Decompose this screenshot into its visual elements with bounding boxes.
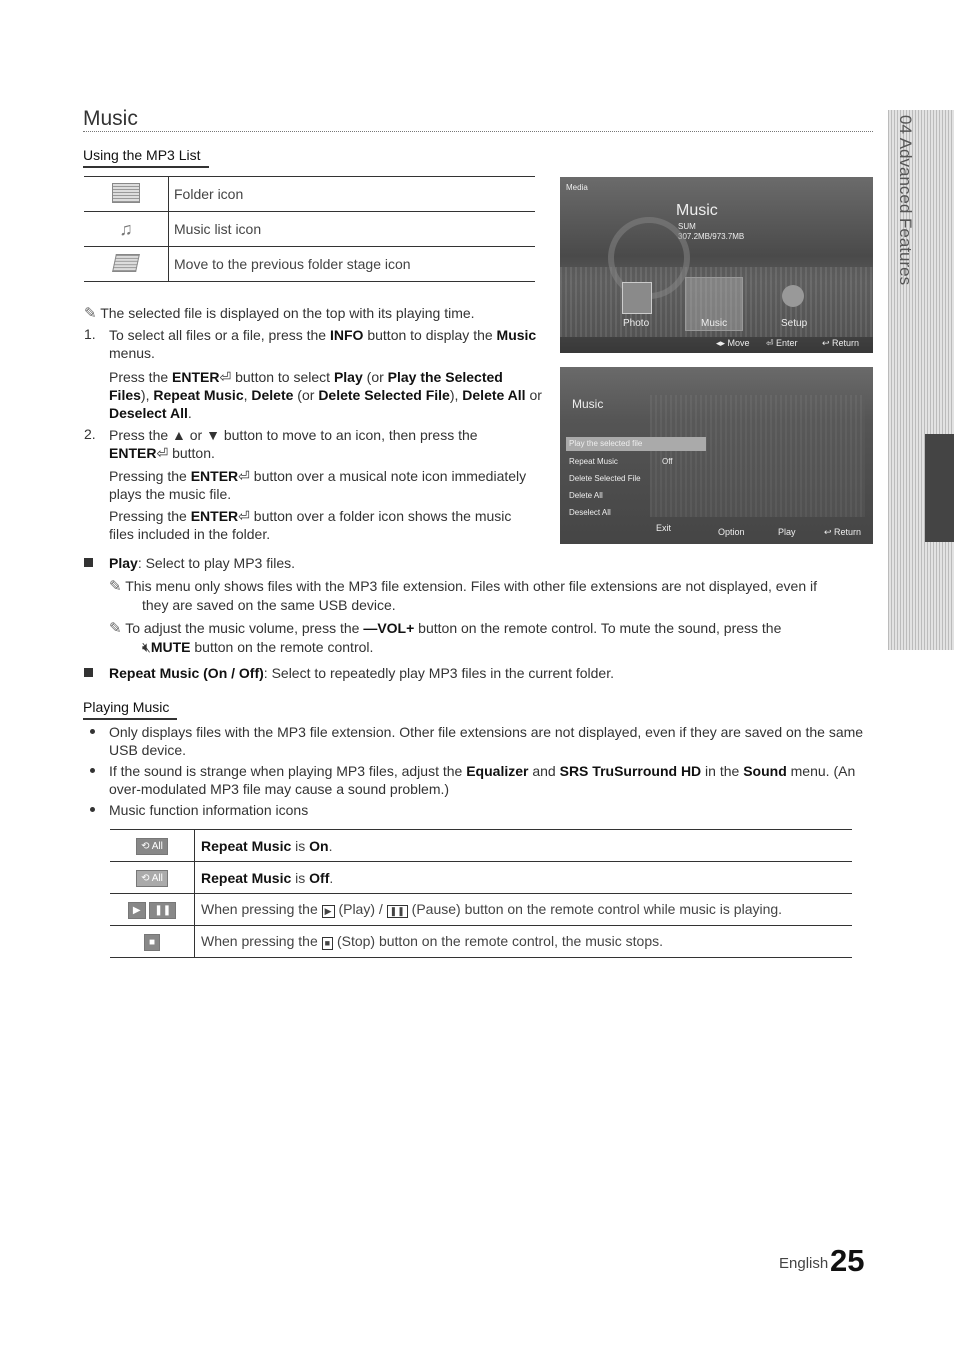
tab-photo: Photo: [623, 318, 650, 329]
file-list: [650, 395, 865, 517]
repeat-desc: Repeat Music (On / Off): Select to repeatedly play MP3 files in the current folder.: [109, 665, 614, 681]
square-bullet: [84, 668, 93, 677]
menu-exit: Exit: [656, 523, 672, 533]
row-text: Repeat Music is On.: [195, 830, 853, 862]
heading-underline: [83, 166, 209, 168]
hint-return: ↩ Return: [824, 527, 862, 537]
table-row: [84, 247, 535, 282]
setup-icon: [782, 285, 804, 307]
folder-icon: [112, 183, 140, 203]
row-text: When pressing the ■ (Stop) button on the remote control, the music stops.: [195, 926, 853, 958]
repeat-on-icon: ⟲ All: [136, 838, 168, 855]
table-row: [84, 212, 535, 247]
menu-item: Delete All: [569, 491, 603, 500]
step-number: 2.: [84, 426, 96, 442]
row-text: Repeat Music is Off.: [195, 862, 853, 894]
icon-legend-table: [84, 176, 535, 282]
repeat-off-icon: ⟲ All: [136, 870, 168, 887]
playing-bullet-2: If the sound is strange when playing MP3 files, adjust the Equalizer and SRS TruSurround HD in the Sound menu. (An over-modulated MP3 file may cause a sound problem.): [109, 763, 856, 797]
screen-title: Music: [676, 202, 718, 219]
hint-return: ↩ Return: [822, 338, 860, 348]
playing-bullet-1: Only displays files with the MP3 file extension. Other file extensions are not displayed, even if they are saved on the same USB device.: [109, 724, 864, 758]
pause-key-icon: ❚❚: [387, 905, 408, 918]
legend-label: Music list icon: [169, 212, 536, 247]
music-menu-screenshot: [560, 177, 873, 353]
dot-bullet: [90, 768, 95, 773]
step2-detail-2: Pressing the ENTER⏎ button over a folder icon shows the music files included in the folder.: [109, 508, 512, 542]
stop-status-icon: ■: [144, 934, 160, 951]
tab-setup: Setup: [781, 318, 808, 329]
enter-icon: ⏎: [156, 445, 169, 461]
menu-item: Deselect All: [569, 508, 611, 517]
hint-enter: ⏎ Enter: [766, 338, 798, 348]
chapter-label: 04 Advanced Features: [896, 115, 915, 286]
chapter-marker: [925, 434, 954, 542]
step1-text: To select all files or a file, press the INFO button to display the Music menus.: [109, 327, 537, 361]
dot-bullet: [90, 729, 95, 734]
play-desc: Play: Select to play MP3 files.: [109, 555, 295, 571]
device-name: SUM: [678, 222, 696, 231]
play-key-icon: ▶: [322, 905, 335, 918]
playing-heading: Playing Music: [83, 699, 170, 715]
square-bullet: [84, 558, 93, 567]
dot-bullet: [90, 807, 95, 812]
music-note-icon: ♫: [119, 218, 133, 239]
folder-up-icon: [112, 254, 140, 272]
step2-text: Press the ▲ or ▼ button to move to an icon, then press the ENTER⏎ button.: [109, 427, 478, 461]
play-note-2: ✎ To adjust the music volume, press the —VOL+ button on the remote control. To mute the sound, press the 🔇︎MUTE button on the remote control.: [109, 620, 782, 655]
music-options-screenshot: [560, 367, 873, 544]
menu-value: Off: [662, 457, 673, 466]
step2-detail-1: Pressing the ENTER⏎ button over a musical note icon immediately plays the music file.: [109, 468, 527, 502]
row-text: When pressing the ▶ (Play) / ❚❚ (Pause) button on the remote control while music is playing.: [195, 894, 853, 926]
music-icons-table: [110, 829, 852, 958]
media-brand: Media: [566, 183, 588, 192]
step1-detail: Press the ENTER⏎ button to select Play (or Play the Selected Files), Repeat Music, Delete (or Delete Selected File), Delete All or Deselect All.: [109, 369, 542, 421]
table-row: [110, 862, 852, 894]
photo-icon: [622, 282, 652, 314]
mute-icon: 🔇︎: [142, 639, 151, 655]
play-note-1: ✎ This menu only shows files with the MP3 file extension. Files with other file extensions are not displayed, even if they are saved on the same USB device.: [109, 578, 818, 613]
enter-icon: ⏎: [238, 508, 250, 524]
screen-title: Music: [572, 397, 604, 411]
page-title: Music: [83, 107, 138, 130]
note-pencil-icon: ✎: [109, 578, 122, 595]
hint-move: ◂▸ Move: [716, 338, 750, 348]
note-selected-file: ✎ The selected file is displayed on the top with its playing time.: [84, 305, 475, 322]
device-size: 307.2MB/973.7MB: [678, 232, 745, 241]
play-status-icon: ▶: [128, 902, 146, 919]
table-row: [110, 926, 852, 958]
menu-item: Delete Selected File: [569, 474, 641, 483]
heading-underline: [83, 718, 177, 720]
title-divider: [83, 131, 873, 132]
playing-bullet-3: Music function information icons: [109, 802, 309, 818]
note-pencil-icon: ✎: [84, 305, 97, 322]
enter-icon: ⏎: [219, 369, 232, 385]
menu-item: Repeat Music: [569, 457, 618, 466]
table-row: [110, 894, 852, 926]
step-number: 1.: [84, 326, 96, 342]
mp3-list-heading: Using the MP3 List: [83, 147, 201, 163]
page-number: 25: [830, 1243, 865, 1278]
tab-music: Music: [701, 318, 728, 329]
table-row: [84, 177, 535, 212]
note-pencil-icon: ✎: [109, 620, 122, 637]
pause-status-icon: ❚❚: [149, 902, 176, 919]
stop-key-icon: ■: [322, 937, 333, 950]
legend-label: Folder icon: [169, 177, 536, 212]
enter-icon: ⏎: [238, 468, 250, 484]
menu-item: Play the selected file: [569, 439, 643, 448]
hint-play: Play: [778, 527, 796, 537]
legend-label: Move to the previous folder stage icon: [169, 247, 536, 282]
footer-language: English: [779, 1255, 829, 1272]
hint-option: Option: [718, 527, 745, 537]
table-row: [110, 830, 852, 862]
